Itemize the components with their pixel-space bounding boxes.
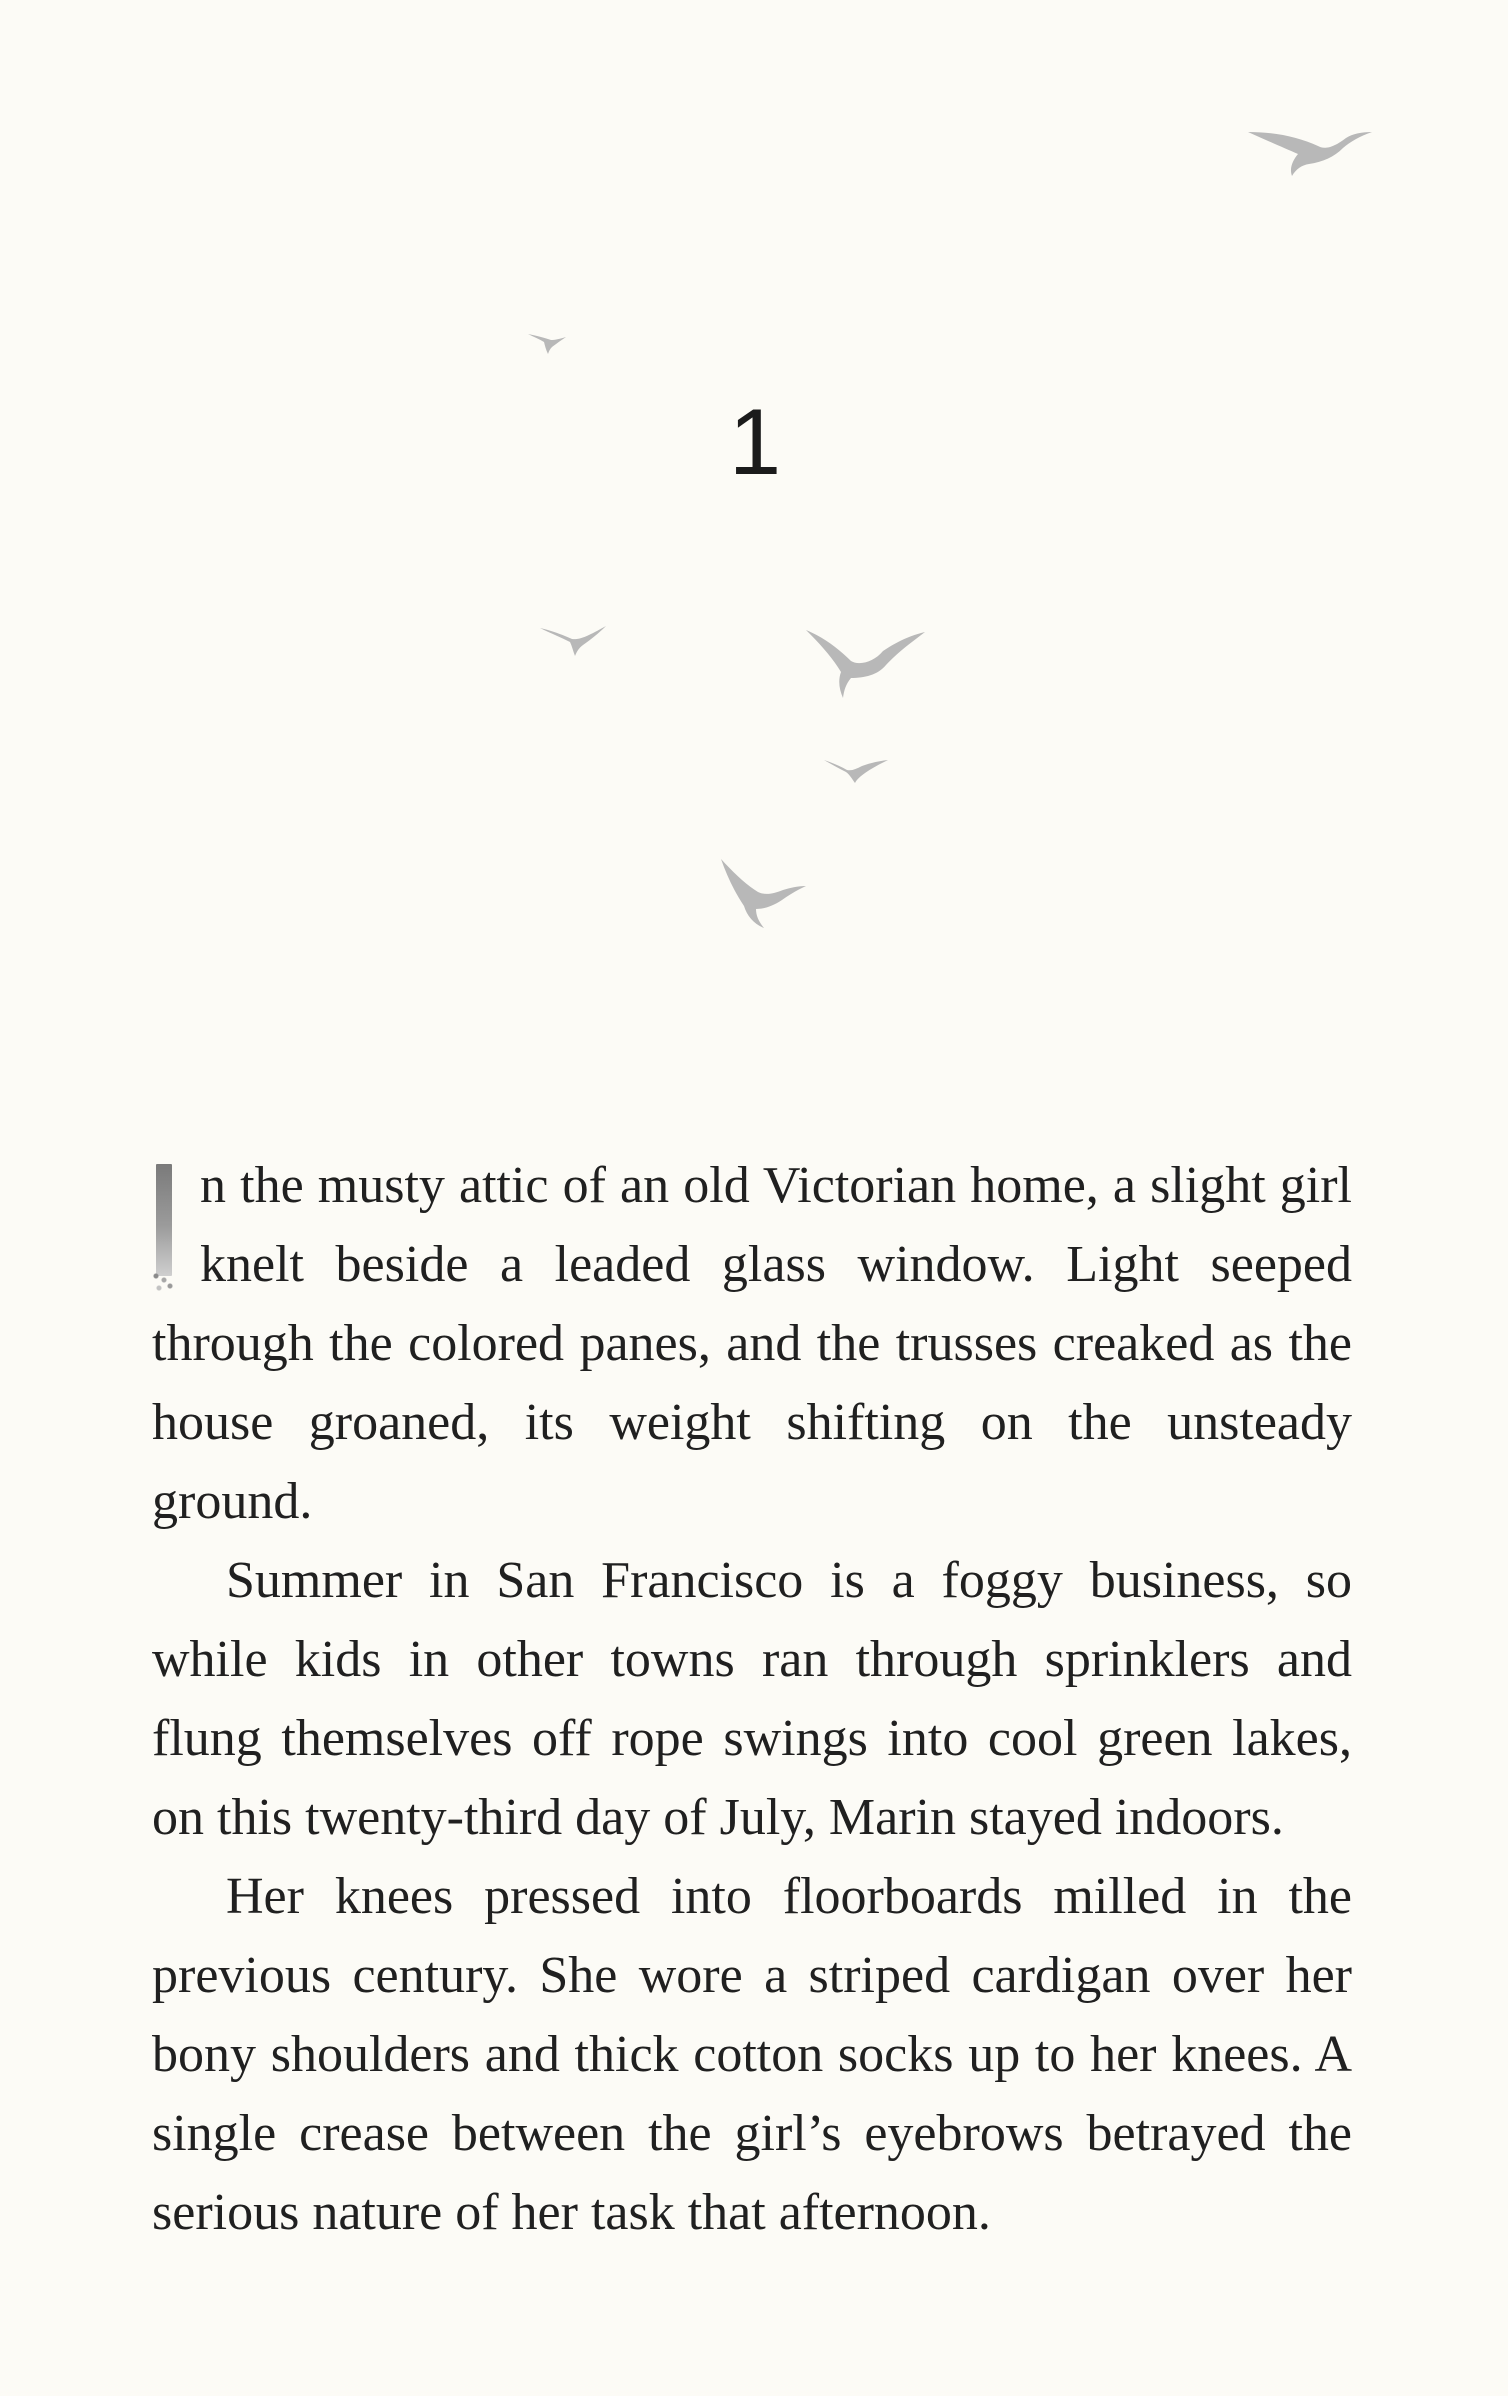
paragraph-3: Her knees pressed into floorboards milled in the previous century. She wore a striped cardigan over her bony shoulders and thick cotton socks up to her knees. A single crease between the girl’s eyebrows betrayed the serious nature of her task that afternoon. [152,1868,1352,2241]
bird-icon [540,626,606,656]
bird-icon [721,859,806,928]
drop-cap-ornament [152,1272,176,1294]
chapter-number: 1 [728,389,782,494]
chapter-body [152,1146,1352,2252]
bird-icon [528,334,566,354]
paragraph-2: Summer in San Francisco is a foggy business, so while kids in other towns ran through sprinklers and flung themselves off rope swings into cool green lakes, on this twenty-third day of July, Marin stayed indoors. [152,1552,1352,1846]
bird-icon [824,760,888,783]
paragraph-1 [152,1146,1352,1541]
bird-icon [806,630,925,698]
drop-cap [152,1164,182,1297]
drop-cap-bar [156,1164,172,1276]
paragraph-1-text: n the musty attic of an old Victorian home, a slight girl knelt beside a leaded glass window. Light seeped through the colored panes, and the trusses creaked as the house groaned, its weight shifting on the unsteady ground. [152,1157,1352,1530]
bird-icon [1248,132,1372,176]
flying-birds-illustration [0,0,1508,1000]
